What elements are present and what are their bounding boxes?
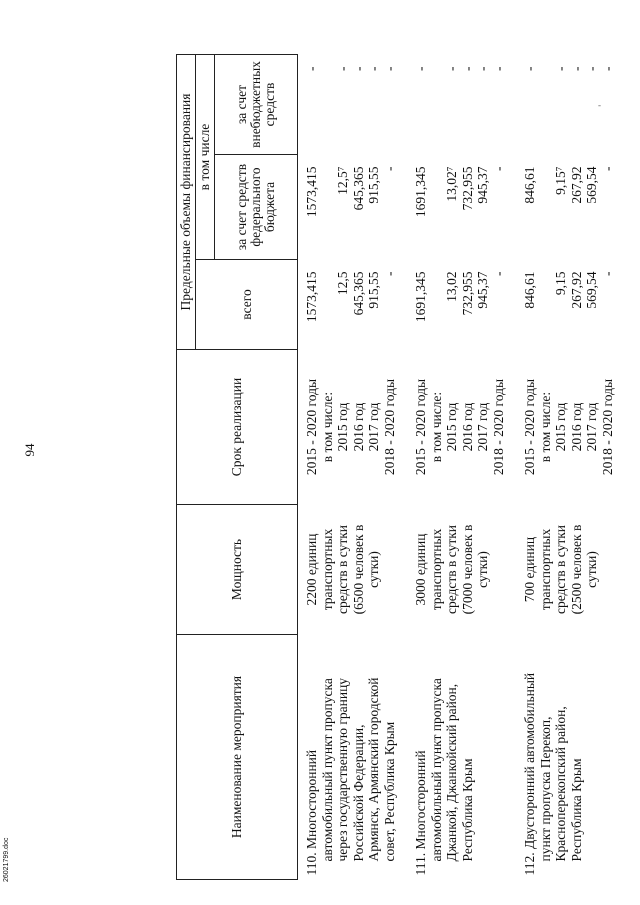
cell-line: - [553, 66, 568, 71]
cell-line: сутки) [584, 551, 599, 588]
table-body [298, 54, 626, 879]
header-capacity: Мощность [177, 505, 298, 635]
cell-line: 2018 - 2020 годы [599, 378, 615, 476]
cell-name [298, 635, 408, 880]
cell-line: - [304, 66, 319, 71]
cell-capacity [298, 505, 408, 635]
cell-line: 267,92 [568, 166, 584, 204]
cell-line: - [599, 271, 615, 276]
cell-line: 1691,345 [413, 166, 428, 218]
cell-line: - [599, 66, 615, 71]
cell-term [298, 350, 408, 505]
cell-line: 732,955 [459, 166, 475, 211]
cell-line: 1573,415 [304, 166, 319, 218]
cell-line: - [350, 66, 366, 71]
cell-line: 111. Многосторонний [413, 750, 428, 876]
cell-line: 110. Многосторонний [304, 749, 319, 876]
cell-line: 1691,345 [413, 271, 428, 323]
cell-line: 1573,415 [304, 271, 319, 323]
cell-line: 2017 год [366, 402, 381, 452]
cell-line [320, 66, 336, 150]
cell-line: 9,15 [553, 271, 568, 296]
cell-line [429, 167, 445, 256]
cell-line: 2015 - 2020 годы [522, 378, 537, 476]
cell-line: 13,02 [444, 271, 459, 302]
cell-line: - [490, 271, 506, 276]
cell-line: (7000 человек в [459, 524, 475, 615]
header-total: всего [196, 260, 298, 350]
cell-line: 267,92 [568, 271, 584, 309]
header-term: Срок реализации [177, 350, 298, 505]
cell-line: 846,61 [522, 166, 537, 204]
cell-line: 2015 год [444, 402, 459, 452]
cell-line [538, 167, 554, 256]
footer-filename: 26021799.doc [3, 837, 10, 882]
cell-line: - [475, 66, 490, 71]
cell-line: (6500 человек в [350, 524, 366, 615]
cell-line: через государственную границу [335, 677, 350, 862]
cell-line: средств в сутки [444, 524, 459, 615]
cell-line: 112. Двусторонний автомобильный [522, 672, 537, 876]
cell-extra [516, 54, 625, 154]
cell-line: автомобильный пункт пропуска [428, 678, 444, 862]
table-row [516, 54, 625, 879]
cell-line: в том числе: [537, 391, 553, 463]
cell-line: транспортных [319, 528, 335, 611]
cell-line: - [490, 66, 506, 71]
cell-line: - [381, 166, 397, 171]
cell-line: 2015 год [553, 402, 568, 452]
cell-extra [298, 54, 408, 154]
cell-extra [407, 54, 516, 154]
cell-line [320, 167, 336, 256]
cell-line: сутки) [475, 551, 490, 588]
cell-line: 915,55 [366, 271, 381, 309]
cell-line: - [335, 66, 350, 71]
cell-name [407, 635, 516, 880]
cell-line [429, 66, 445, 150]
page-number: 94 [22, 443, 37, 457]
cell-federal [407, 155, 516, 260]
cell-line: сутки) [366, 551, 381, 588]
cell-line: 2016 год [350, 402, 366, 452]
cell-line: - [599, 166, 615, 171]
cell-line: 945,37 [475, 166, 490, 204]
cell-line: - [490, 166, 506, 171]
cell-line: 2200 единиц [304, 533, 319, 606]
cell-line: 645,365 [350, 166, 366, 211]
cell-line: (2500 человек в [568, 524, 584, 615]
header-federal: за счет средств федерального бюджета [215, 155, 298, 260]
cell-line: - [522, 66, 537, 71]
cell-line: Республика Крым [568, 758, 584, 862]
cell-line: 2015 год [335, 402, 350, 452]
cell-line [538, 66, 554, 150]
cell-line: средств в сутки [335, 524, 350, 615]
cell-line: 2018 - 2020 годы [490, 378, 506, 476]
cell-line: 3000 единиц [413, 533, 428, 606]
cell-line: 700 единиц [522, 536, 537, 603]
cell-name [516, 635, 625, 880]
funding-table [176, 54, 625, 880]
cell-line: Российской Федерации, [350, 724, 366, 862]
cell-line: 2015 - 2020 годы [413, 378, 428, 476]
cell-line: 2015 - 2020 годы [304, 378, 319, 476]
cell-federal [516, 155, 625, 260]
table-row [298, 54, 408, 879]
cell-line: 2017 год [584, 402, 599, 452]
cell-line: в том числе: [319, 391, 335, 463]
cell-line [429, 272, 445, 346]
cell-line: 945,37 [475, 271, 490, 309]
document-page [176, 55, 636, 880]
cell-line [320, 272, 336, 346]
cell-line: 645,365 [350, 271, 366, 316]
cell-line: - [444, 66, 459, 71]
cell-line: - [568, 66, 584, 71]
cell-line: транспортных [537, 528, 553, 611]
cell-line: 12,5⁷ [335, 166, 350, 195]
cell-line: средств в сутки [553, 524, 568, 615]
cell-total [298, 260, 408, 350]
cell-total [407, 260, 516, 350]
cell-line: - [366, 66, 381, 71]
cell-term [516, 350, 625, 505]
cell-line: - [584, 66, 599, 71]
cell-line: Армянск, Армянский городской [366, 677, 381, 862]
cell-line: 2016 год [459, 402, 475, 452]
header-incl: в том числе [196, 54, 215, 259]
cell-line [538, 272, 554, 346]
margin-marker: - [598, 100, 601, 110]
cell-term [407, 350, 516, 505]
cell-line: 2016 год [568, 402, 584, 452]
cell-line: - [381, 271, 397, 276]
cell-line: 2018 - 2020 годы [381, 378, 397, 476]
cell-line: в том числе: [428, 391, 444, 463]
cell-line: совет, Республика Крым [381, 721, 397, 862]
cell-line: 732,955 [459, 271, 475, 316]
cell-line: 569,54 [584, 271, 599, 309]
table-row [407, 54, 516, 879]
header-extra: за счет внебюджетных средств [215, 54, 298, 154]
cell-capacity [516, 505, 625, 635]
cell-line: 846,61 [522, 271, 537, 309]
cell-line: Республика Крым [459, 758, 475, 862]
cell-capacity [407, 505, 516, 635]
header-funding: Предельные объемы финансирования [177, 54, 196, 349]
cell-line: 12,5 [335, 271, 350, 296]
cell-line: - [459, 66, 475, 71]
cell-line: 915,55 [366, 166, 381, 204]
cell-line: - [381, 66, 397, 71]
cell-line: - [413, 66, 428, 71]
cell-line: транспортных [428, 528, 444, 611]
cell-line: автомобильный пункт пропуска [319, 678, 335, 862]
cell-line: пункт пропуска Перекоп, [537, 716, 553, 862]
cell-federal [298, 155, 408, 260]
cell-line: Джанкой, Джанкойский район, [444, 683, 459, 862]
header-name: Наименование мероприятия [177, 635, 298, 880]
cell-line: 13,02⁷ [444, 166, 459, 202]
cell-line: Красноперекопский район, [553, 706, 568, 862]
cell-line: 9,15⁷ [553, 166, 568, 195]
cell-line: 569,54 [584, 166, 599, 204]
cell-total [516, 260, 625, 350]
cell-line: 2017 год [475, 402, 490, 452]
